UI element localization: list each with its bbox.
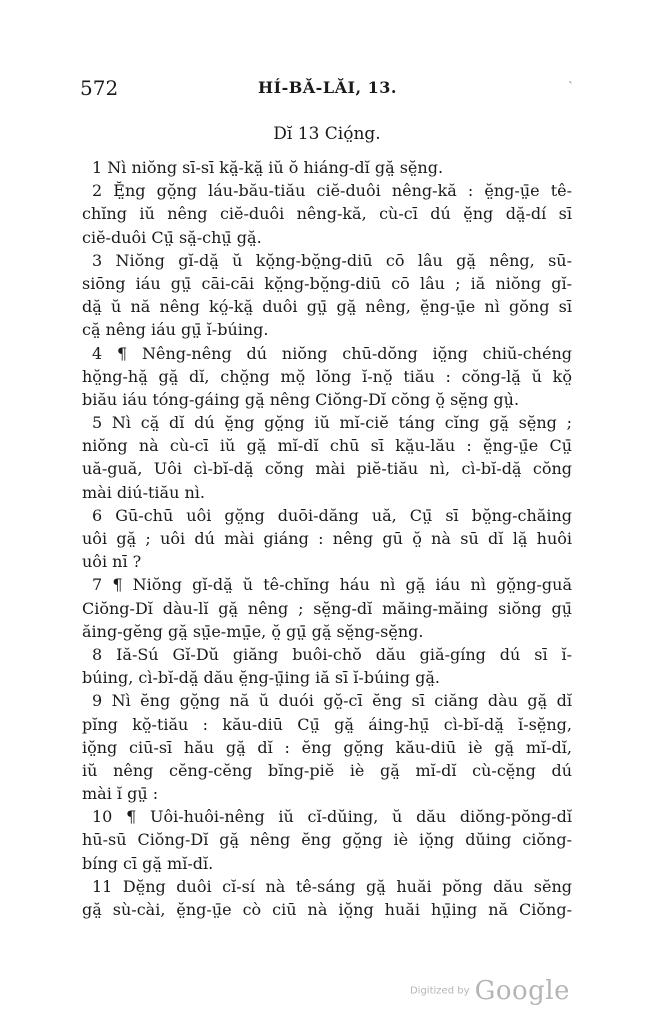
text-line: chĭng iŭ nêng ciĕ-duôi nêng-kă, cù-cī dú ĕ̤ng dă̤-dí sī bbox=[82, 204, 572, 224]
text-line: 10 ¶ Uôi-huôi-nêng iŭ cĭ-dŭing, ŭ dău diŏng-pŏng-dĭ bbox=[92, 807, 572, 827]
text-line: 7 ¶ Niŏng gĭ-dă̤ ŭ tê-chĭng háu nì gă̤ iáu nì gŏ̤ng-guă bbox=[92, 575, 572, 595]
text-line: iŭ nêng cĕng-cĕng bĭng-piĕ iè gă̤ mĭ-dĭ cù-cĕ̤ng dú bbox=[82, 760, 572, 780]
text-line: hū-sū Ciŏng-Dĭ gă̤ nêng ĕng gŏ̤ng iè iŏ̤ng dŭing ciŏng- bbox=[82, 830, 572, 850]
text-line: mài diú-tiău nì. bbox=[82, 482, 205, 502]
text-line: uă-guă, Uôi cì-bĭ-dă̤ cŏng mài piĕ-tiău nì, cì-bĭ-dă̤ cŏng bbox=[82, 459, 572, 479]
text-line: pĭng kŏ̤-tiău : kău-diū Cṳ̄ gă̤ áing-hṳ̄ cì-bĭ-dă̤ ĭ-sĕ̤ng, bbox=[82, 714, 572, 734]
text-line: gă̤ sù-cài, ĕ̤ng-ṳ̄e cò ciū nà iŏ̤ng huăi hṳ̄ing nă Ciŏng- bbox=[82, 900, 572, 919]
text-line: 1 Nì niŏng sī-sī kă̤-kă̤ iŭ ŏ hiáng-dĭ gă̤ sĕ̤ng. bbox=[92, 158, 444, 177]
text-line: ciĕ-duôi Cṳ̄ să̤-chṳ̄ gă̤. bbox=[82, 227, 262, 247]
stray-mark: ` bbox=[568, 80, 574, 94]
page-number: 572 bbox=[80, 76, 119, 100]
text-line: 5 Nì că̤ dĭ dú ĕ̤ng gŏ̤ng iŭ mĭ-ciĕ táng cĭng gă̤ sĕ̤ng ; bbox=[92, 413, 572, 433]
text-line: uôi gă̤ ; uôi dú mài giáng : nêng gū ŏ̤ nà sū dĭ lă̤ huôi bbox=[82, 529, 572, 548]
text-line: 3 Niŏng gĭ-dă̤ ŭ kŏ̤ng-bŏ̤ng-diū cō lâu gă̤ nêng, sū- bbox=[92, 250, 572, 270]
digitized-by-watermark bbox=[410, 976, 570, 1006]
text-line: uôi nī ? bbox=[82, 552, 142, 572]
text-line: ăing-gĕng gă̤ sṳ̄e-mṳ̄e, ŏ̤ gṳ̄ gă̤ sĕ̤ng-sĕ̤ng. bbox=[82, 621, 424, 641]
text-line: 2 Ĕ̤ng gŏ̤ng láu-bău-tiău ciĕ-duôi nêng-kă : ĕ̤ng-ṳ̄e tê- bbox=[92, 181, 572, 201]
text-line: 9 Nì ĕng gŏ̤ng nă ŭ duói gŏ̤-cī ĕng sī ciăng dàu gă̤ dĭ bbox=[92, 691, 572, 711]
book-title: HÍ-BĂ-LĂI, 13. bbox=[258, 78, 397, 97]
text-line: iŏ̤ng ciū-sī hău gă̤ dĭ : ĕng gŏ̤ng kău-diū iè gă̤ mĭ-dĭ, bbox=[82, 737, 572, 757]
digitized-by-text: Digitized by bbox=[409, 985, 470, 997]
chapter-title: Dĭ 13 Ció̤ng. bbox=[273, 124, 381, 144]
text-line: bíng cī gă̤ mĭ-dĭ. bbox=[82, 853, 214, 873]
text-line: niŏng nà cù-cī iŭ gă̤ mĭ-dĭ chū sī kă̤u-lău : ĕ̤ng-ṳ̄e Cṳ̄ bbox=[82, 436, 572, 456]
text-line: 8 Iă-Sú Gĭ-Dŭ giăng buôi-chŏ dău giă-gíng dú sī ĭ- bbox=[92, 644, 572, 664]
chapter-body bbox=[82, 156, 572, 921]
text-line: 4 ¶ Nêng-nêng dú niŏng chū-dŏng iŏ̤ng chiŭ-chéng bbox=[92, 343, 572, 363]
google-logo: Google bbox=[474, 976, 570, 1006]
text-line: 11 Dĕ̤ng duôi cĭ-sí nà tê-sáng gă̤ huăi pŏng dău sĕng bbox=[92, 876, 572, 896]
text-line: hŏ̤ng-hă̤ gă̤ dĭ, chŏ̤ng mŏ̤ lŏng ĭ-nŏ̤ tiău : cŏng-lă̤ ŭ kŏ̤ bbox=[82, 366, 572, 386]
text-line: biău iáu tóng-gáing gă̤ nêng Ciŏng-Dĭ cŏng ŏ̤ sĕ̤ng gṳ̀. bbox=[82, 389, 520, 409]
text-line: că̤ nêng iáu gṳ̄ ĭ-búing. bbox=[82, 320, 269, 340]
text-line: 6 Gū-chū uôi gŏ̤ng duōi-dăng uă, Cṳ̄ sī bŏ̤ng-chăing bbox=[92, 505, 572, 525]
text-line: búing, cì-bĭ-dă̤ dău ĕ̤ng-ṳ̄ing iă sī ĭ-búing gă̤. bbox=[82, 668, 440, 688]
text-line: Ciŏng-Dĭ dàu-lĭ gă̤ nêng ; sĕ̤ng-dĭ măing-măing siŏng gṳ̄ bbox=[82, 598, 572, 618]
text-line: mài ĭ gṳ̄ : bbox=[82, 784, 159, 804]
text-line: dă̤ ŭ nă nêng kó̤-kă̤ duôi gṳ̄ gă̤ nêng, ĕ̤ng-ṳ̄e nì gŏng sī bbox=[82, 297, 572, 317]
text-line: siōng iáu gṳ̄ cāi-cāi kŏ̤ng-bŏ̤ng-diū cō lâu ; iă niŏng gĭ- bbox=[82, 273, 572, 293]
running-head bbox=[80, 76, 574, 102]
